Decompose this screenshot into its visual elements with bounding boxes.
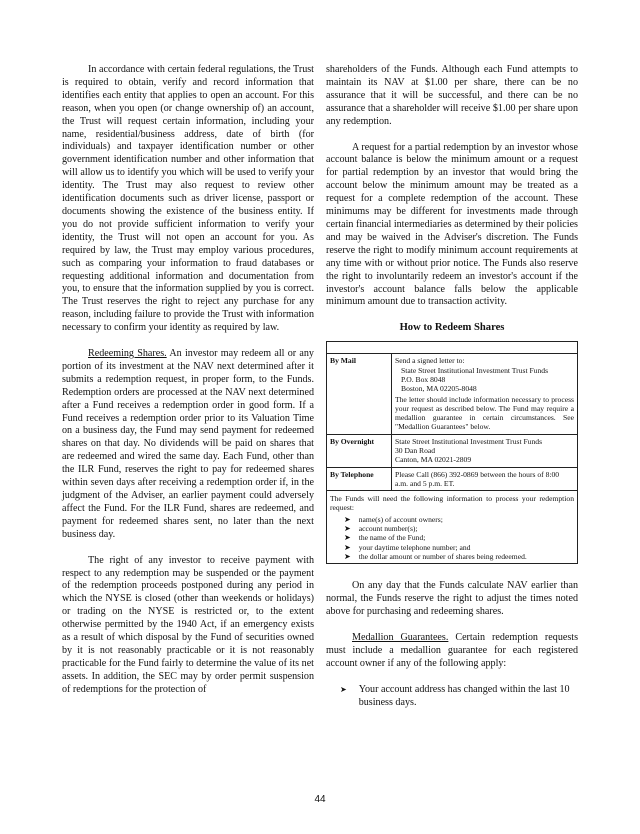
mail-line: Send a signed letter to: <box>395 356 465 366</box>
list-item <box>330 515 574 524</box>
arrow-icon: ➤ <box>344 533 351 543</box>
suspension-paragraph: The right of any investor to receive payment with respect to any redemption may be suspended or the payment of the redemption proceeds postponed during any period in which the NYSE is closed (other than weekends or holidays) or trading on the NYSE is restricted or, to the extent otherwise permitted by the 1940 Act, if an emergency exists as a result of which disposal by the Fund of securities owned by it is not reasonably practicable or it is not reasonably practicable for the Fund fairly to determine the value of its net assets. In addition, the SEC may by order permit suspension of redemptions for the protection of <box>62 554 314 695</box>
mail-label: By Mail <box>327 354 392 434</box>
right-column <box>326 64 578 710</box>
redemption-methods-table <box>326 341 578 564</box>
list-item <box>330 524 574 533</box>
arrow-icon: ➤ <box>344 524 351 534</box>
list-item-text: Your account address has changed within the last 10 business days. <box>358 683 570 708</box>
partial-redemption-paragraph: A request for a partial redemption by an investor whose account balance is below the minimum amount or a request for partial redemption by an investor that would bring the account below the minimum amount may be treated as a request for a complete redemption of the account. These minimums may be different for investments made through certain financial intermediaries as determined by their policies and may be waived in the Adviser's discretion. The Funds reserve the right to modify minimum account requirements at any time with or without prior notice. The Funds also reserve the right to involuntarily redeem an investor's account if the investor's account balance falls below the applicable minimum amount due to transaction activity. <box>326 141 578 308</box>
medallion-paragraph <box>326 632 578 671</box>
mail-details <box>392 354 578 434</box>
list-item <box>330 543 574 552</box>
info-list <box>330 515 574 561</box>
left-column <box>62 64 314 697</box>
list-item <box>330 552 574 561</box>
table-row <box>327 434 578 467</box>
arrow-icon: ➤ <box>340 684 347 694</box>
table-row <box>327 491 578 564</box>
arrow-icon: ➤ <box>344 542 351 552</box>
redeeming-shares-paragraph <box>62 348 314 542</box>
list-item <box>340 684 578 710</box>
telephone-details: Please Call (866) 392-0869 between the hours of 8:00 a.m. and 5 p.m. ET. <box>392 467 578 491</box>
telephone-label: By Telephone <box>327 467 392 491</box>
list-item <box>330 533 574 542</box>
mail-note: The letter should include information necessary to process your request as described below. The Fund may require a medallion guarantee in certain circumstances. See "Medallion Guarantees" below. <box>395 394 574 432</box>
nav-continuation-paragraph: shareholders of the Funds. Although each Fund attempts to maintain its NAV at $1.00 per share, there can be no assurance that it will be successful, and there can be no assurance that a shareholder will receive $1.00 per share upon any redemption. <box>326 64 578 127</box>
table-row <box>327 467 578 491</box>
arrow-icon: ➤ <box>344 551 351 561</box>
how-to-redeem-heading: How to Redeem Shares <box>399 322 505 334</box>
overnight-line: State Street Institutional Investment Trust Funds <box>395 436 543 446</box>
overnight-line: Canton, MA 02021-2809 <box>395 455 472 465</box>
redeeming-shares-body: An investor may redeem all or any portion of its investment at the NAV next determined after it submits a redemption request, in proper form, to the Funds. Redemption orders are processed at the NAV next determined after a Fund receives a redemption order in good form. If a Fund receives a redemption order prior to its Valuation Time on a business day, the Fund may send payment for redeemed shares on that day. No dividends will be paid on shares that are redeemed and wired the same day. Each Fund, other than the ILR Fund, reserves the right to pay for redeemed shares within seven days after receiving a redemption order if, in the judgment of the Adviser, an earlier payment could adversely affect the Fund. For the ILR Fund, shares are redeemed, and payment for redeemed shares sent, no later than the next business day. <box>62 348 314 540</box>
medallion-body: Certain redemption requests must include a medallion guarantee for each registered account owner if any of the following apply: <box>326 631 579 669</box>
list-item-text: the name of the Fund; <box>358 533 426 543</box>
medallion-conditions-list <box>326 684 578 710</box>
mail-line: State Street Institutional Investment Trust Funds <box>401 365 549 375</box>
required-information <box>327 491 578 564</box>
overnight-details <box>392 434 578 467</box>
mail-line: Boston, MA 02205-8048 <box>401 384 477 394</box>
table-header-row <box>327 342 578 354</box>
overnight-label: By Overnight <box>327 434 392 467</box>
list-item-text: account number(s); <box>358 524 418 534</box>
table-row <box>327 354 578 434</box>
medallion-heading: Medallion Guarantees. <box>352 631 449 643</box>
redeeming-shares-heading: Redeeming Shares. <box>88 348 167 360</box>
early-nav-paragraph: On any day that the Funds calculate NAV earlier than normal, the Funds reserve the right to adjust the times noted above for purchasing and redeeming shares. <box>326 580 578 618</box>
page-number: 44 <box>314 794 326 805</box>
identity-verification-paragraph: In accordance with certain federal regulations, the Trust is required to obtain, verify and record information that identifies each entity that applies to open an account. For this reason, when you open (or change ownership of) an account, the Trust will request certain information, including your name, residential/business address, date of birth (for individuals) and taxpayer identification number or other government identification number and other information that will allow us to identify you which will be used to verify your identity. The Trust may also request to review other identification documents such as driver license, passport or documents showing the existence of the business entity. If you do not provide sufficient information to verify your identity, the Trust will not open an account for you. As required by law, the Trust may employ various procedures, such as comparing your information to fraud databases or requesting additional information and documentation from you, to ensure that the information supplied by you is correct. The Trust reserves the right to reject any purchase for any reason, including failure to provide the Trust with information necessary to confirm your identity as required by law. <box>62 64 314 334</box>
arrow-icon: ➤ <box>344 514 351 524</box>
info-intro: The Funds will need the following information to process your redemption request: <box>330 494 574 513</box>
mail-line: P.O. Box 8048 <box>401 374 446 384</box>
overnight-line: 30 Dan Road <box>395 445 436 455</box>
list-item-text: your daytime telephone number; and <box>358 542 471 552</box>
list-item-text: the dollar amount or number of shares being redeemed. <box>358 551 527 561</box>
list-item-text: name(s) of account owners; <box>358 514 443 524</box>
